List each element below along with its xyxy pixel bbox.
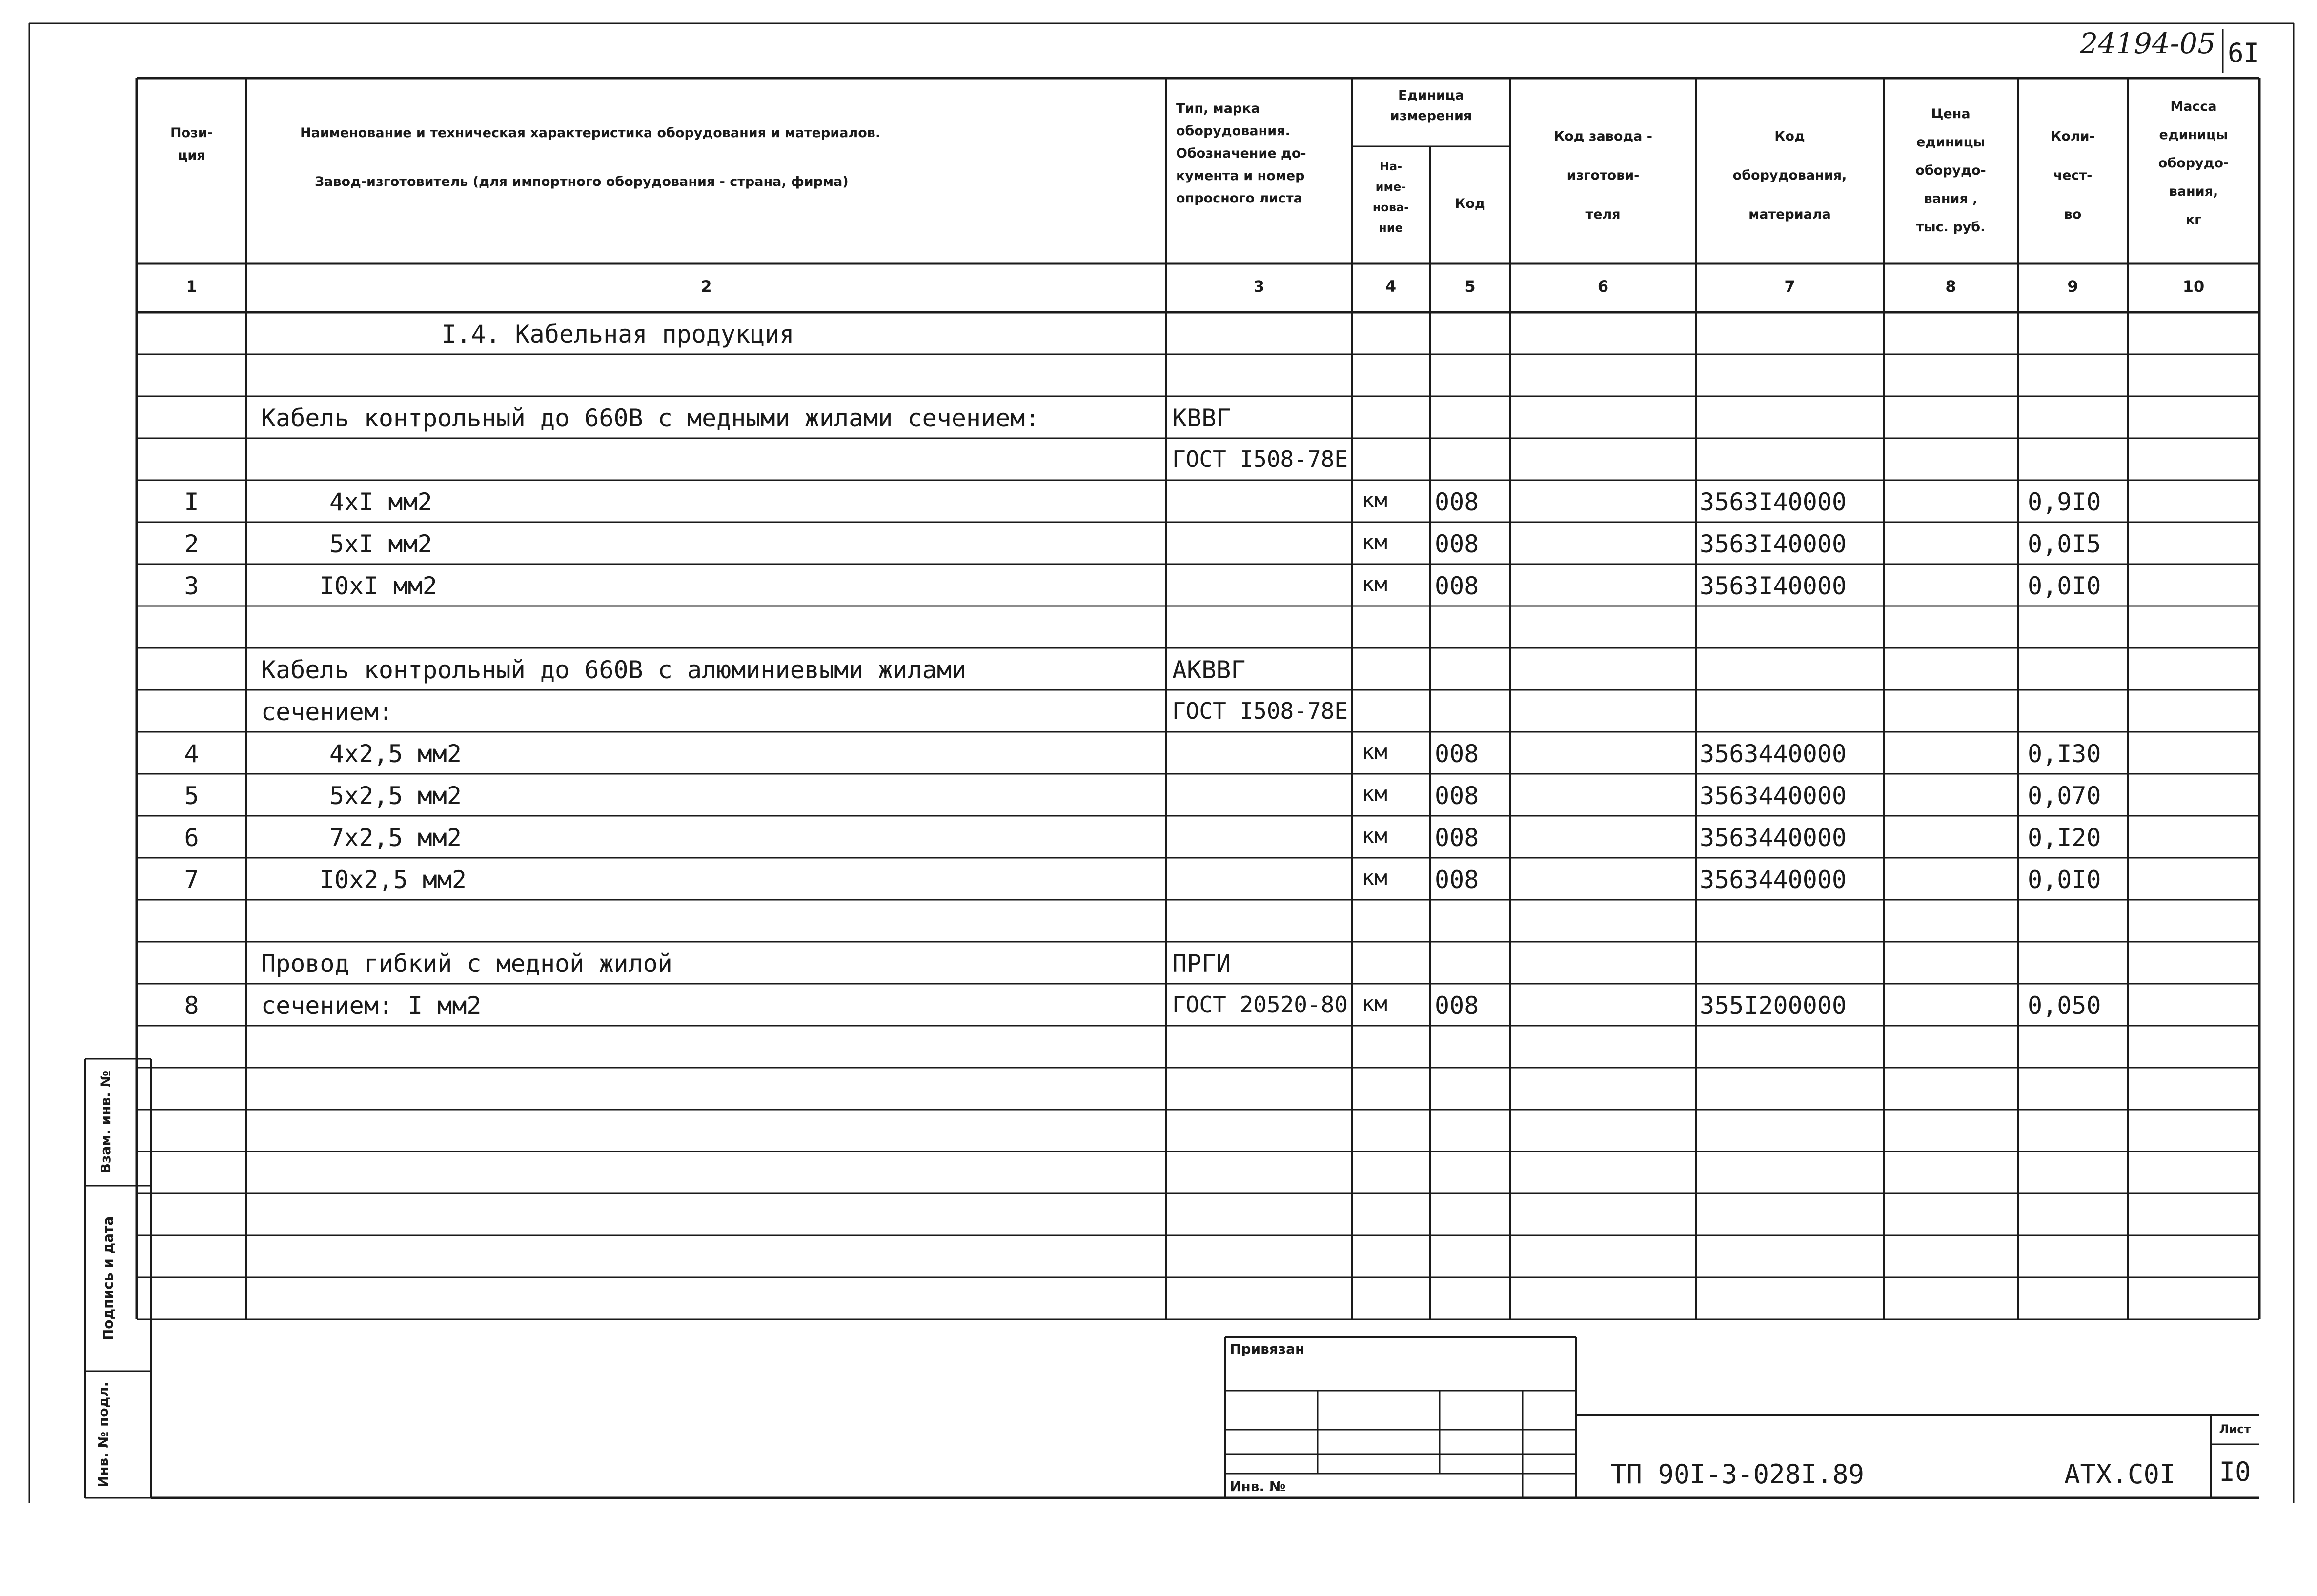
cell-pos: 4 (184, 740, 199, 768)
cell-unit-code: 008 (1435, 530, 1479, 558)
cell-unit: км (1362, 991, 1387, 1016)
cell-qty: 0,0I5 (2028, 530, 2101, 558)
cell-pos: 3 (184, 572, 199, 600)
cell-type: ГОСТ 20520-80 (1172, 991, 1348, 1018)
cell-type: ГОСТ I508-78Е (1172, 446, 1348, 472)
cell-name: I.4. Кабельная продукция (442, 320, 794, 348)
cell-qty: 0,9I0 (2028, 488, 2101, 516)
cell-code: 3563440000 (1700, 866, 1847, 894)
cell-code: 3563I40000 (1700, 530, 1847, 558)
cell-name: 7x2,5 мм2 (329, 824, 462, 852)
cell-name: 5xI мм2 (329, 530, 432, 558)
document-mark: АТХ.С0I (2064, 1459, 2175, 1490)
column-number: 9 (2067, 277, 2078, 296)
cell-unit: км (1362, 866, 1387, 890)
cell-code: 3563440000 (1700, 782, 1847, 810)
cell-unit: км (1362, 824, 1387, 849)
cell-name: Кабель контрольный до 660В с медными жилами сечением: (261, 404, 1040, 432)
cell-pos: 5 (184, 782, 199, 810)
cell-qty: 0,050 (2028, 991, 2101, 1020)
sheet-label: Лист (2219, 1422, 2251, 1436)
cell-name: сечением: I мм2 (261, 991, 482, 1020)
cell-name: 4x2,5 мм2 (329, 740, 462, 768)
side-label-original: Инв. № подл. (95, 1381, 111, 1488)
cell-type: АКВВГ (1172, 656, 1246, 684)
cell-code: 3563I40000 (1700, 572, 1847, 600)
cell-unit: км (1362, 488, 1387, 513)
column-number: 7 (1784, 277, 1795, 296)
column-number: 3 (1253, 277, 1265, 296)
side-label-signature: Подпись и дата (100, 1216, 116, 1341)
column-number: 1 (186, 277, 197, 296)
cell-pos: 2 (184, 530, 199, 558)
cell-name: 4xI мм2 (329, 488, 432, 516)
archive-number: 24194-05 (2080, 27, 2215, 60)
side-label-replaced: Взам. инв. № (98, 1071, 114, 1174)
cell-qty: 0,I20 (2028, 824, 2101, 852)
cell-code: 355I200000 (1700, 991, 1847, 1020)
header-unit-code: Код (1455, 196, 1485, 211)
cell-name: Провод гибкий с медной жилой (261, 950, 672, 978)
cell-code: 3563440000 (1700, 824, 1847, 852)
cell-unit: км (1362, 740, 1387, 765)
column-number: 10 (2182, 277, 2205, 296)
header-unit-name: На- име- нова- ние (1372, 160, 1409, 235)
cell-unit: км (1362, 530, 1387, 555)
cell-qty: 0,0I0 (2028, 866, 2101, 894)
bound-label: Привязан (1230, 1341, 1305, 1357)
cell-pos: 8 (184, 991, 199, 1020)
cell-qty: 0,070 (2028, 782, 2101, 810)
cell-name: сечением: (261, 698, 393, 726)
header-manufacturer: Завод-изготовитель (для импортного оборудования - страна, фирма) (315, 174, 849, 189)
cell-name: 5x2,5 мм2 (329, 782, 462, 810)
cell-code: 3563440000 (1700, 740, 1847, 768)
header-price: Цена единицы оборудо- вания , тыс. руб. (1915, 106, 1986, 235)
header-plant-code: Код завода - изготови- теля (1554, 129, 1652, 222)
header-type: Тип, марка оборудования. Обозначение до- кумента и номер опросного листа (1176, 101, 1306, 206)
cell-qty: 0,I30 (2028, 740, 2101, 768)
cell-pos: I (184, 488, 199, 516)
column-number: 6 (1597, 277, 1609, 296)
cell-unit-code: 008 (1435, 488, 1479, 516)
column-number: 2 (701, 277, 712, 296)
page-number: 6I (2228, 38, 2260, 68)
cell-pos: 6 (184, 824, 199, 852)
cell-type: ПРГИ (1172, 950, 1231, 978)
cell-code: 3563I40000 (1700, 488, 1847, 516)
column-number: 4 (1385, 277, 1397, 296)
header-unit-group: Единица измерения (1390, 88, 1472, 123)
header-position: Пози- ция (170, 125, 213, 163)
cell-unit-code: 008 (1435, 782, 1479, 810)
cell-unit: км (1362, 572, 1387, 597)
column-number: 5 (1464, 277, 1476, 296)
cell-name: I0xI мм2 (320, 572, 437, 600)
cell-unit: км (1362, 782, 1387, 807)
cell-unit-code: 008 (1435, 824, 1479, 852)
inv-label: Инв. № (1230, 1478, 1286, 1495)
document-code: ТП 90I-3-028I.89 (1610, 1459, 1865, 1490)
header-name: Наименование и техническая характеристика оборудования и материалов. (300, 125, 881, 141)
cell-pos: 7 (184, 866, 199, 894)
header-mass: Масса единицы оборудо- вания, кг (2158, 99, 2229, 227)
cell-name: I0x2,5 мм2 (320, 866, 467, 894)
header-quantity: Коли- чест- во (2051, 129, 2095, 222)
cell-qty: 0,0I0 (2028, 572, 2101, 600)
cell-name: Кабель контрольный до 660В с алюминиевыми жилами (261, 656, 966, 684)
column-number: 8 (1945, 277, 1956, 296)
header-equipment-code: Код оборудования, материала (1732, 129, 1847, 222)
cell-unit-code: 008 (1435, 740, 1479, 768)
sheet-number: I0 (2219, 1456, 2251, 1487)
cell-type: ГОСТ I508-78Е (1172, 698, 1348, 724)
cell-unit-code: 008 (1435, 991, 1479, 1020)
cell-unit-code: 008 (1435, 572, 1479, 600)
cell-unit-code: 008 (1435, 866, 1479, 894)
cell-type: КВВГ (1172, 404, 1231, 432)
